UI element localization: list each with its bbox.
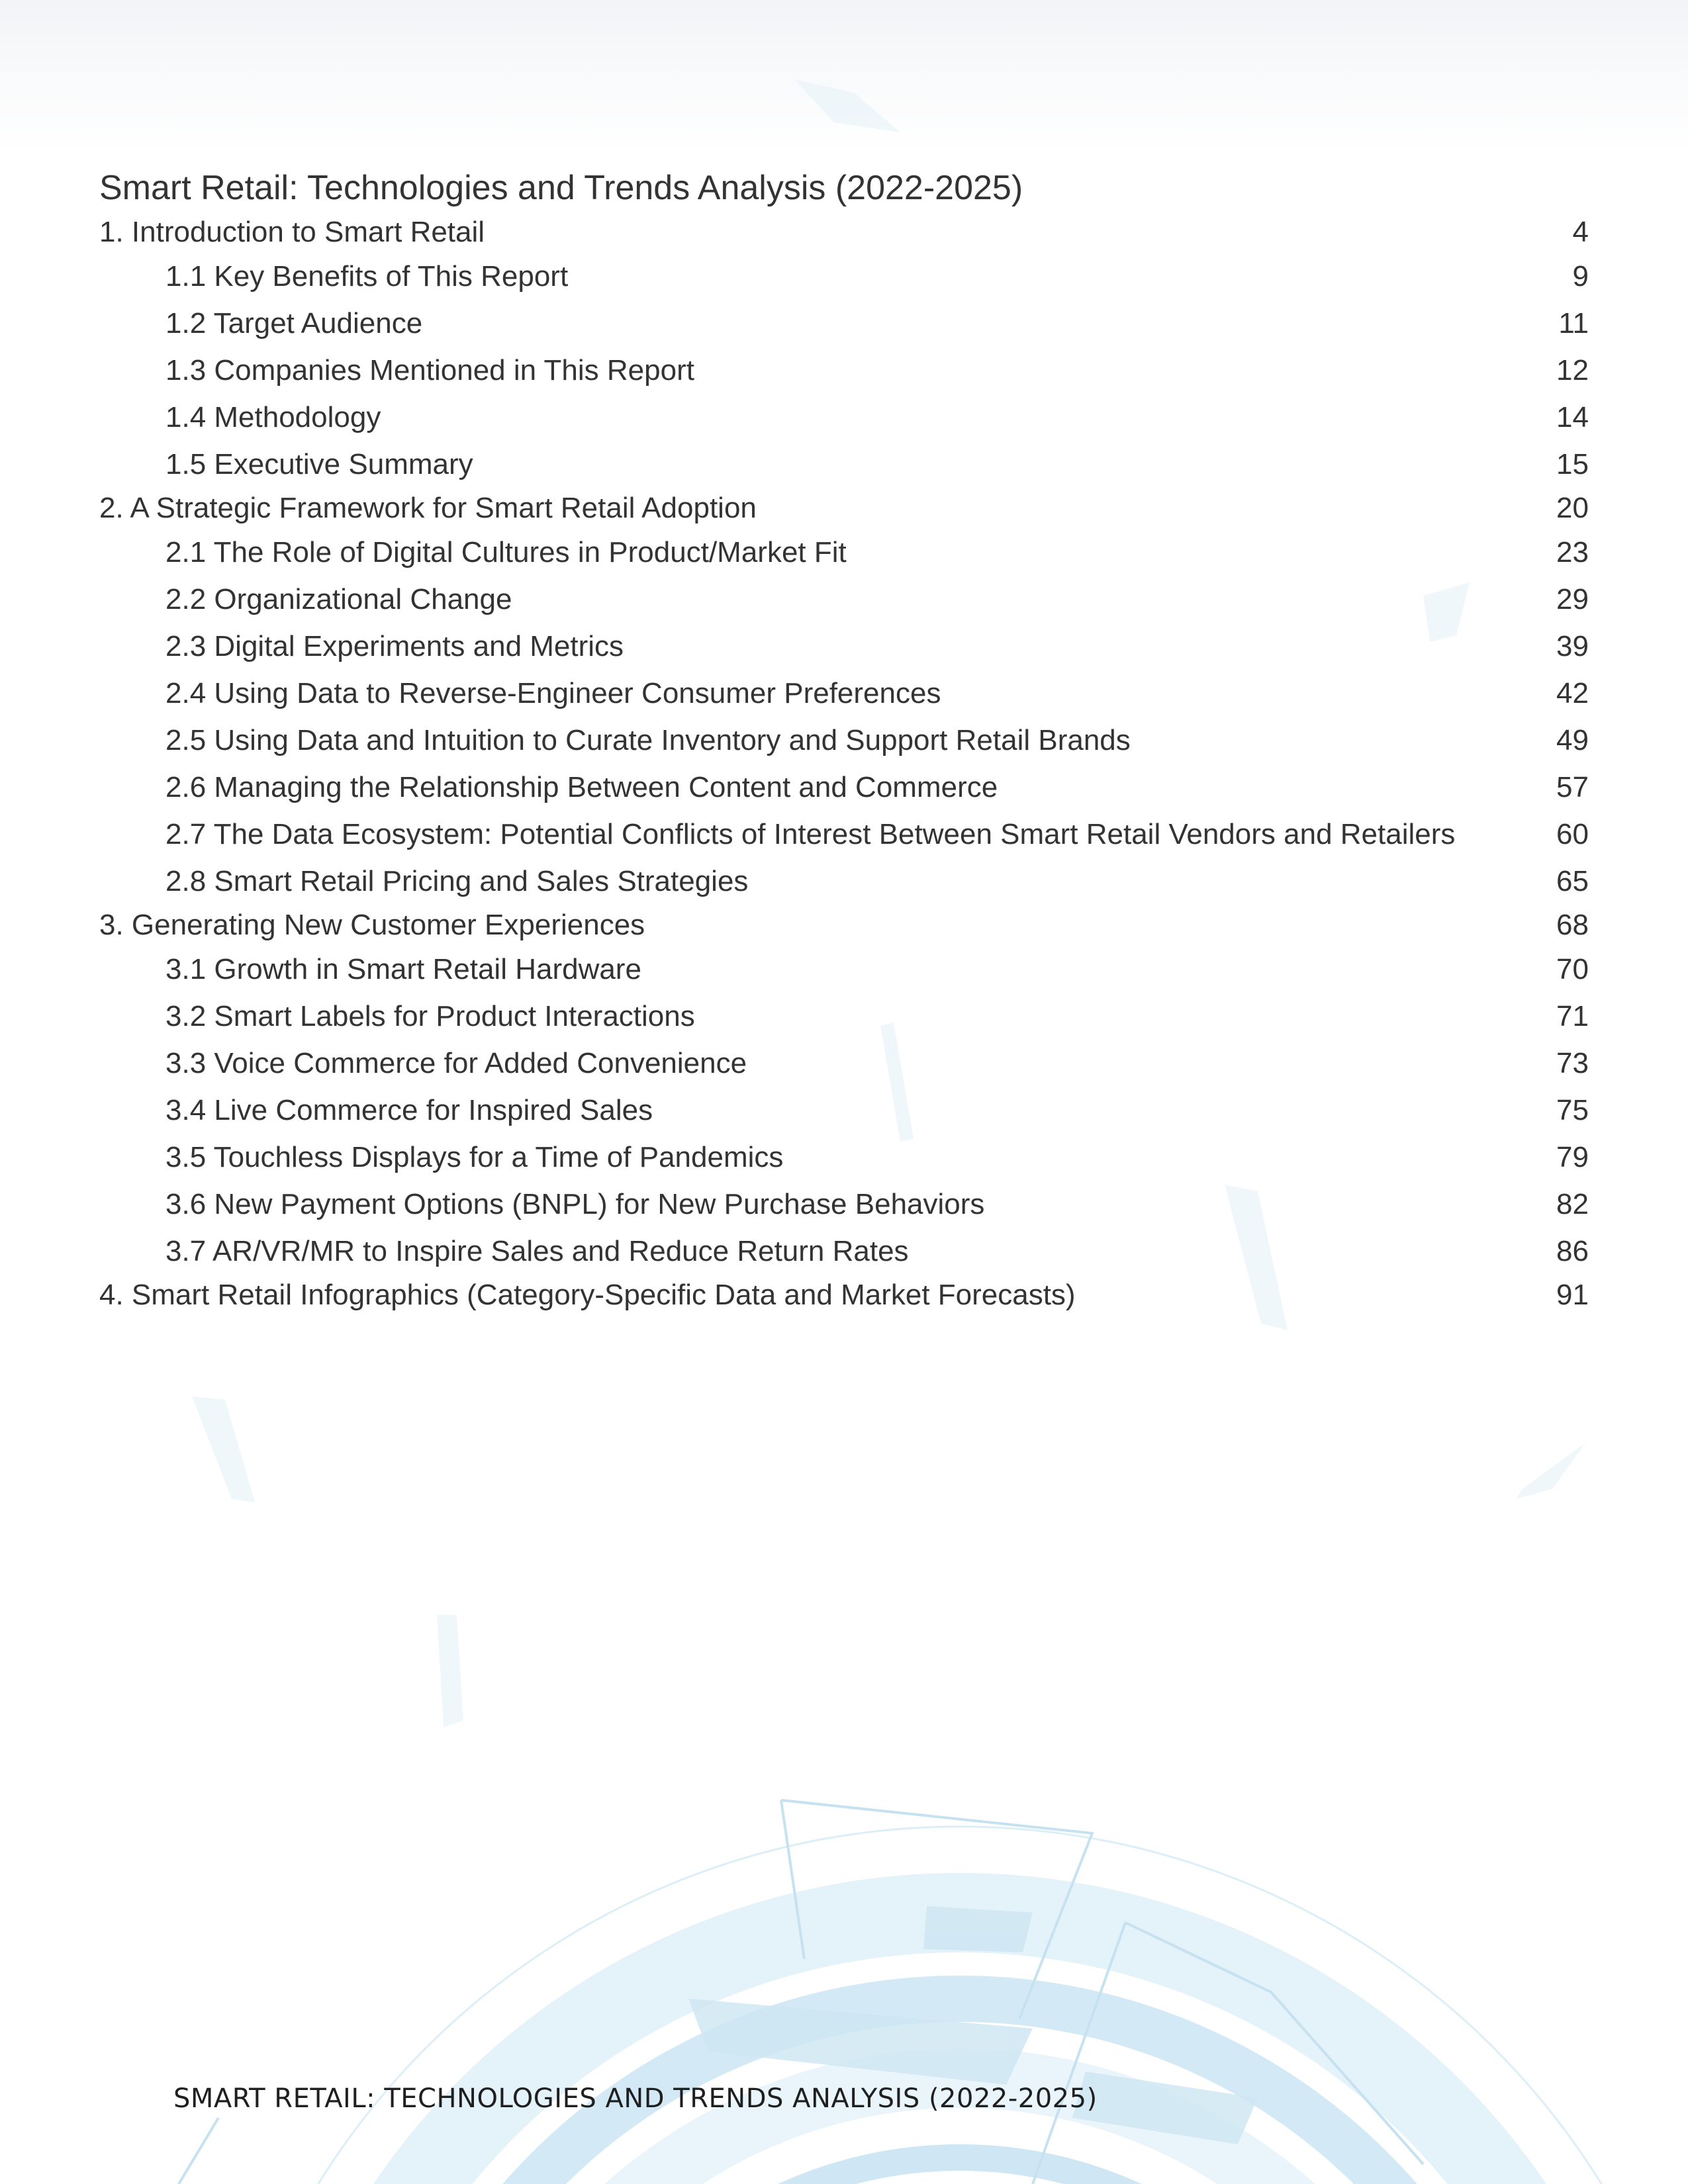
toc-entry-label: 3. Generating New Customer Experiences (99, 909, 645, 941)
toc-section-entry[interactable] (99, 1275, 1589, 1316)
toc-entry-page-number: 73 (1556, 1047, 1589, 1079)
toc-entry-page-number: 91 (1556, 1279, 1589, 1311)
toc-subsection-entry[interactable] (99, 1228, 1589, 1275)
toc-entry-label: 4. Smart Retail Infographics (Category-Specific Data and Market Forecasts) (99, 1279, 1076, 1311)
toc-entry-label: 3.4 Live Commerce for Inspired Sales (165, 1094, 653, 1126)
toc-entry-label: 1. Introduction to Smart Retail (99, 216, 485, 248)
toc-subsection-entry[interactable] (99, 1040, 1589, 1087)
toc-entry-page-number: 65 (1556, 865, 1589, 897)
toc-subsection-entry[interactable] (99, 946, 1589, 993)
toc-section-entry[interactable] (99, 905, 1589, 946)
toc-entry-page-number: 68 (1556, 909, 1589, 941)
toc-entry-label: 3.5 Touchless Displays for a Time of Pandemics (165, 1141, 784, 1173)
toc-entry-page-number: 75 (1556, 1094, 1589, 1126)
page-footer: SMART RETAIL: TECHNOLOGIES AND TRENDS ANALYSIS (2022-2025) (173, 2083, 1098, 2114)
toc-subsection-entry[interactable] (99, 1134, 1589, 1181)
toc-entry-label: 2.7 The Data Ecosystem: Potential Conflicts of Interest Between Smart Retail Vendors and Retailers (165, 818, 1456, 850)
toc-subsection-entry[interactable] (99, 858, 1589, 905)
toc-entry-page-number: 57 (1556, 771, 1589, 803)
toc-subsection-entry[interactable] (99, 764, 1589, 811)
toc-entry-label: 3.1 Growth in Smart Retail Hardware (165, 953, 641, 985)
toc-entry-page-number: 39 (1556, 630, 1589, 662)
toc-subsection-entry[interactable] (99, 1181, 1589, 1228)
toc-subsection-entry[interactable] (99, 576, 1589, 623)
toc-entry-label: 1.1 Key Benefits of This Report (165, 260, 569, 293)
toc-entry-label: 2.8 Smart Retail Pricing and Sales Strategies (165, 865, 749, 897)
toc-entry-label: 2. A Strategic Framework for Smart Retail Adoption (99, 492, 757, 524)
toc-entry-label: 2.2 Organizational Change (165, 583, 512, 615)
toc-entry-label: 3.7 AR/VR/MR to Inspire Sales and Reduce Return Rates (165, 1235, 909, 1267)
toc-entry-label: 1.5 Executive Summary (165, 448, 473, 480)
toc-subsection-entry[interactable] (99, 670, 1589, 717)
toc-subsection-entry[interactable] (99, 717, 1589, 764)
toc-subsection-entry[interactable] (99, 300, 1589, 347)
toc-list (99, 212, 1589, 1316)
toc-subsection-entry[interactable] (99, 993, 1589, 1040)
toc-entry-page-number: 11 (1558, 307, 1589, 340)
toc-subsection-entry[interactable] (99, 623, 1589, 670)
toc-entry-label: 1.4 Methodology (165, 401, 381, 433)
toc-entry-page-number: 29 (1556, 583, 1589, 615)
toc-entry-page-number: 12 (1556, 354, 1589, 387)
toc-subsection-entry[interactable] (99, 394, 1589, 441)
toc-entry-page-number: 70 (1556, 953, 1589, 985)
toc-entry-page-number: 60 (1556, 818, 1589, 850)
toc-entry-page-number: 49 (1556, 724, 1589, 756)
toc-entry-page-number: 4 (1572, 216, 1589, 248)
toc-entry-page-number: 79 (1556, 1141, 1589, 1173)
toc-entry-label: 3.2 Smart Labels for Product Interactions (165, 1000, 695, 1032)
toc-subsection-entry[interactable] (99, 347, 1589, 394)
toc-subsection-entry[interactable] (99, 253, 1589, 300)
toc-entry-page-number: 20 (1556, 492, 1589, 524)
toc-subsection-entry[interactable] (99, 1087, 1589, 1134)
toc-section-entry[interactable] (99, 488, 1589, 529)
toc-entry-page-number: 71 (1556, 1000, 1589, 1032)
toc-entry-label: 1.3 Companies Mentioned in This Report (165, 354, 694, 387)
toc-entry-page-number: 9 (1572, 260, 1589, 293)
toc-subsection-entry[interactable] (99, 811, 1589, 858)
toc-entry-page-number: 23 (1556, 536, 1589, 569)
toc-entry-page-number: 15 (1556, 448, 1589, 480)
toc-subsection-entry[interactable] (99, 441, 1589, 488)
toc-entry-label: 2.4 Using Data to Reverse-Engineer Consumer Preferences (165, 677, 941, 709)
toc-entry-page-number: 86 (1556, 1235, 1589, 1267)
toc-section-entry[interactable] (99, 212, 1589, 253)
toc-subsection-entry[interactable] (99, 529, 1589, 576)
toc-entry-label: 2.1 The Role of Digital Cultures in Product/Market Fit (165, 536, 847, 569)
toc-title: Smart Retail: Technologies and Trends Analysis (2022-2025) (99, 169, 1023, 207)
toc-entry-label: 2.6 Managing the Relationship Between Content and Commerce (165, 771, 998, 803)
toc-entry-label: 2.5 Using Data and Intuition to Curate Inventory and Support Retail Brands (165, 724, 1131, 756)
toc-entry-label: 3.3 Voice Commerce for Added Convenience (165, 1047, 747, 1079)
toc-entry-page-number: 42 (1556, 677, 1589, 709)
toc-entry-label: 2.3 Digital Experiments and Metrics (165, 630, 624, 662)
toc-entry-page-number: 82 (1556, 1188, 1589, 1220)
toc-entry-label: 3.6 New Payment Options (BNPL) for New Purchase Behaviors (165, 1188, 985, 1220)
toc-entry-page-number: 14 (1556, 401, 1589, 433)
table-of-contents (99, 164, 1589, 1316)
toc-entry-label: 1.2 Target Audience (165, 307, 423, 340)
